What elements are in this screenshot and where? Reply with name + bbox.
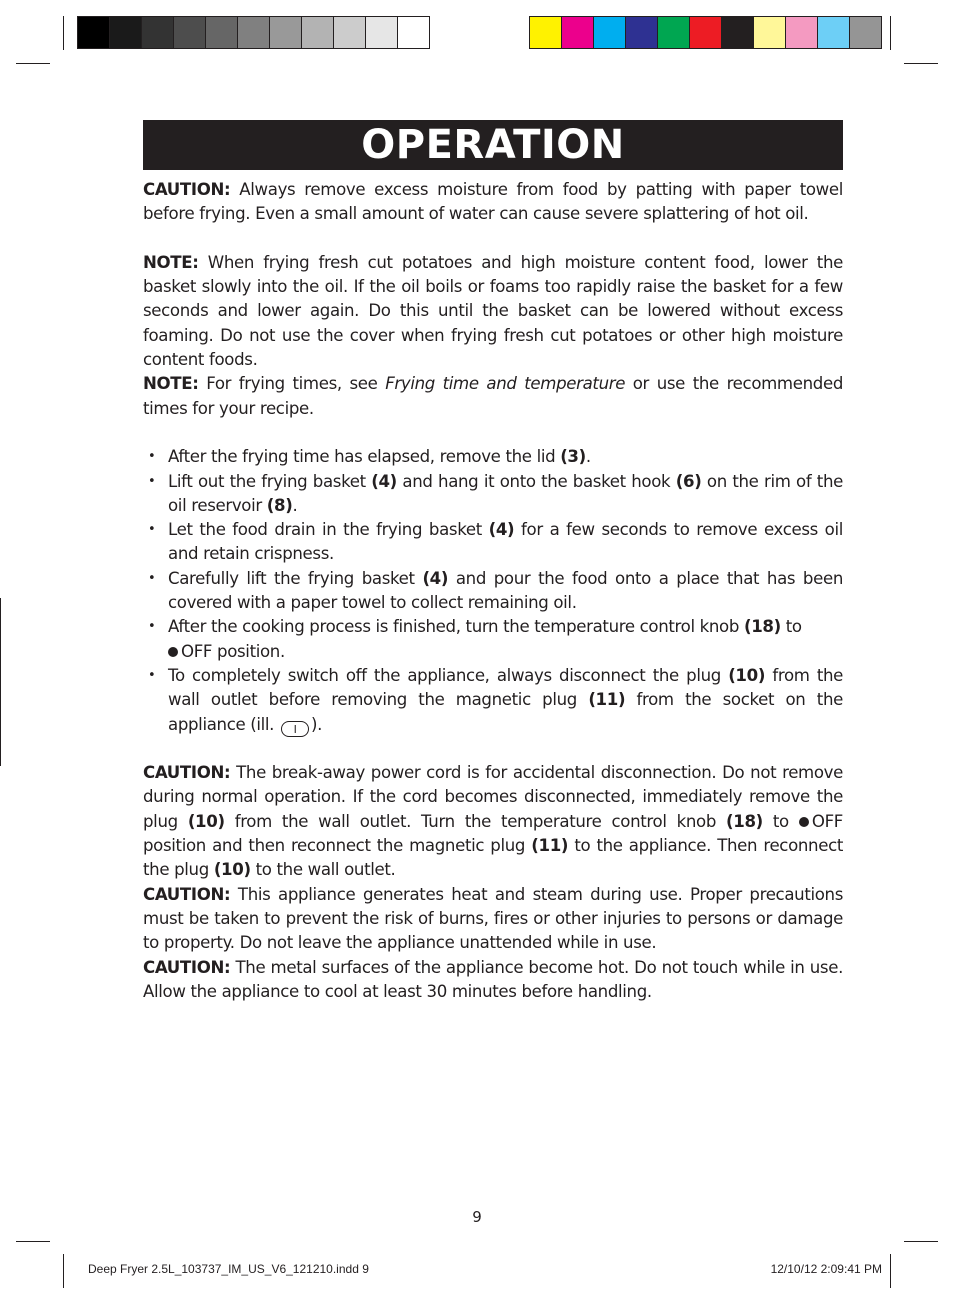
color-swatch [333,16,366,49]
crop-mark [63,1254,64,1288]
color-swatch [269,16,302,49]
side-register-mark [0,598,1,766]
caution-paragraph: CAUTION: The break-away power cord is for accidental disconnection. Do not remove during normal operation. If the cord becomes disconnected, immediately remove the plug (10) from the wall outlet. Turn the temperature control knob (18) to OFF position and then reconnect the magnetic plug (11) to the appliance. Then reconnect the plug (10) to the wall outlet. [143,763,844,880]
list-item: • After the frying time has elapsed, remove the lid (3). [143,445,843,469]
off-dot-icon [799,817,809,827]
list-item: • Let the food drain in the frying basket (4) for a few seconds to remove excess oil and retain crispness. [143,518,843,567]
note-paragraph: NOTE: When frying fresh cut potatoes and high moisture content food, lower the basket slowly into the oil. If the oil boils or foams too rapidly raise the basket for a few seconds and lower again. Do this until the basket can be lowered without excess foaming. Do not use the cover when frying fresh cut potatoes or other high moisture content foods. [143,252,843,370]
operation-content [143,178,843,1004]
color-swatch [849,16,882,49]
color-swatch [173,16,206,49]
color-swatch [721,16,754,49]
crop-mark [890,1254,891,1288]
color-swatch [625,16,658,49]
caution-paragraph: CAUTION: This appliance generates heat and steam during use. Proper precautions must be taken to prevent the risk of burns, fires or other injuries to persons or damage to property. Do not leave the appliance unattended while in use. [143,884,843,953]
page-number: 9 [472,1208,482,1226]
crop-mark [63,16,64,50]
color-swatch [237,16,270,49]
color-swatch [141,16,174,49]
list-item: • Lift out the frying basket (4) and hang it onto the basket hook (6) on the rim of the oil reservoir (8). [143,470,843,519]
color-swatch [657,16,690,49]
note-paragraph: NOTE: For frying times, see Frying time and temperature or use the recommended times for your recipe. [143,374,843,418]
color-swatch [205,16,238,49]
caution-paragraph: CAUTION: Always remove excess moisture from food by patting with paper towel before frying. Even a small amount of water can cause severe splattering of hot oil. [143,180,843,224]
page-title: OPERATION [143,120,843,170]
color-swatch [785,16,818,49]
list-item: • Carefully lift the frying basket (4) and pour the food onto a place that has been covered with a paper towel to collect remaining oil. [143,567,843,616]
color-swatch [301,16,334,49]
color-swatch [561,16,594,49]
color-swatch [593,16,626,49]
gray-calibration-strip [77,16,429,49]
color-swatch [397,16,430,49]
crop-mark [904,1241,938,1242]
color-swatch [529,16,562,49]
color-swatch [109,16,142,49]
color-swatch [365,16,398,49]
print-timestamp: 12/10/12 2:09:41 PM [770,1262,882,1276]
list-item: • After the cooking process is finished, turn the temperature control knob (18) to OFF position. [143,615,843,664]
crop-mark [904,63,938,64]
list-item: • To completely switch off the appliance, always disconnect the plug (10) from the wall outlet before removing the magnetic plug (11) from the socket on the appliance (ill. I ). [143,664,843,737]
crop-mark [890,16,891,50]
color-swatch [817,16,850,49]
color-swatch [753,16,786,49]
off-dot-icon [168,647,178,657]
color-calibration-strip [529,16,881,49]
instruction-list [143,445,843,737]
crop-mark [16,63,50,64]
crop-mark [16,1241,50,1242]
caution-paragraph: CAUTION: The metal surfaces of the appliance become hot. Do not touch while in use. Allow the appliance to cool at least 30 minutes before handling. [143,957,843,1001]
color-swatch [77,16,110,49]
print-file-slug: Deep Fryer 2.5L_103737_IM_US_V6_121210.indd 9 [88,1262,369,1276]
color-swatch [689,16,722,49]
illustration-ref-icon: I [281,721,309,737]
